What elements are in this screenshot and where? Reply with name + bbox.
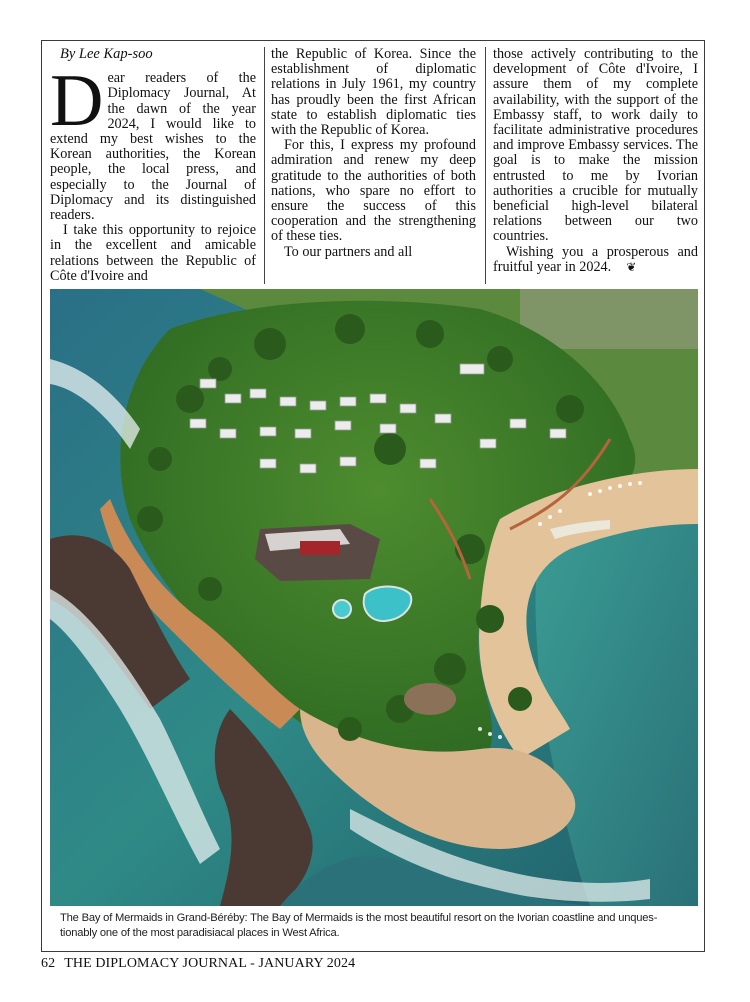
article-column-3 (493, 47, 698, 275)
caption-line: The Bay of Mermaids in Grand-Béréby: The Bay of Mermaids is the most beautiful resort on the Ivorian coastline and unques- (60, 912, 658, 924)
paragraph: the Republic of Korea. Since the establishment of diplomatic relations in July 1961, my country has proudly been the first African state to establish diplomatic ties with the Republic of Korea. (271, 46, 476, 139)
article-column-2 (271, 47, 476, 260)
article-column-1 (50, 47, 256, 284)
page-number: 62 (41, 956, 56, 971)
closing-text: Wishing you a prosperous and fruitful year in 2024. (493, 243, 698, 275)
opening-paragraph (50, 60, 256, 224)
aerial-resort-photo (50, 289, 698, 906)
paragraph: For this, I express my profound admiration and renew my deep gratitude to the authorities of both nations, who spare no effort to ensure the success of this cooperation and the strengthening of these ties. (271, 137, 476, 245)
drop-cap: D (50, 60, 104, 143)
seal-end-mark-icon: ❦ (626, 259, 637, 274)
caption-line: tionably one of the most paradisiacal places in West Africa. (60, 926, 340, 939)
byline: By Lee Kap-soo (60, 46, 153, 62)
closing-paragraph (493, 245, 698, 275)
paragraph: those actively contributing to the development of Côte d'Ivoire, I assure them of my complete availability, with the support of the Embassy staff, to work daily to facilitate administrative procedures and improve Embassy services. The goal is to make the mission entrusted to me by Ivorian authorities a crucible for mutually beneficial high-level bilateral relations between our two countries. (493, 46, 698, 245)
column-divider (264, 47, 265, 284)
publication-title: THE DIPLOMACY JOURNAL - JANUARY 2024 (64, 956, 356, 971)
paragraph: I take this opportunity to rejoice in the excellent and amicable relations between the Republic of Côte d'Ivoire and (50, 222, 256, 284)
photo-caption (60, 911, 700, 940)
column-divider (485, 47, 486, 284)
opening-paragraph-text: ear readers of the Diplomacy Journal, At the dawn of the year 2024, I would like to extend my best wishes to the Korean authorities, the Korean people, the local press, and especially to the Journal of Diplomacy and its distinguished readers. (50, 70, 256, 224)
paragraph: To our partners and all (284, 243, 413, 260)
aerial-view-resort-icon (50, 289, 698, 906)
page-footer (41, 956, 355, 972)
